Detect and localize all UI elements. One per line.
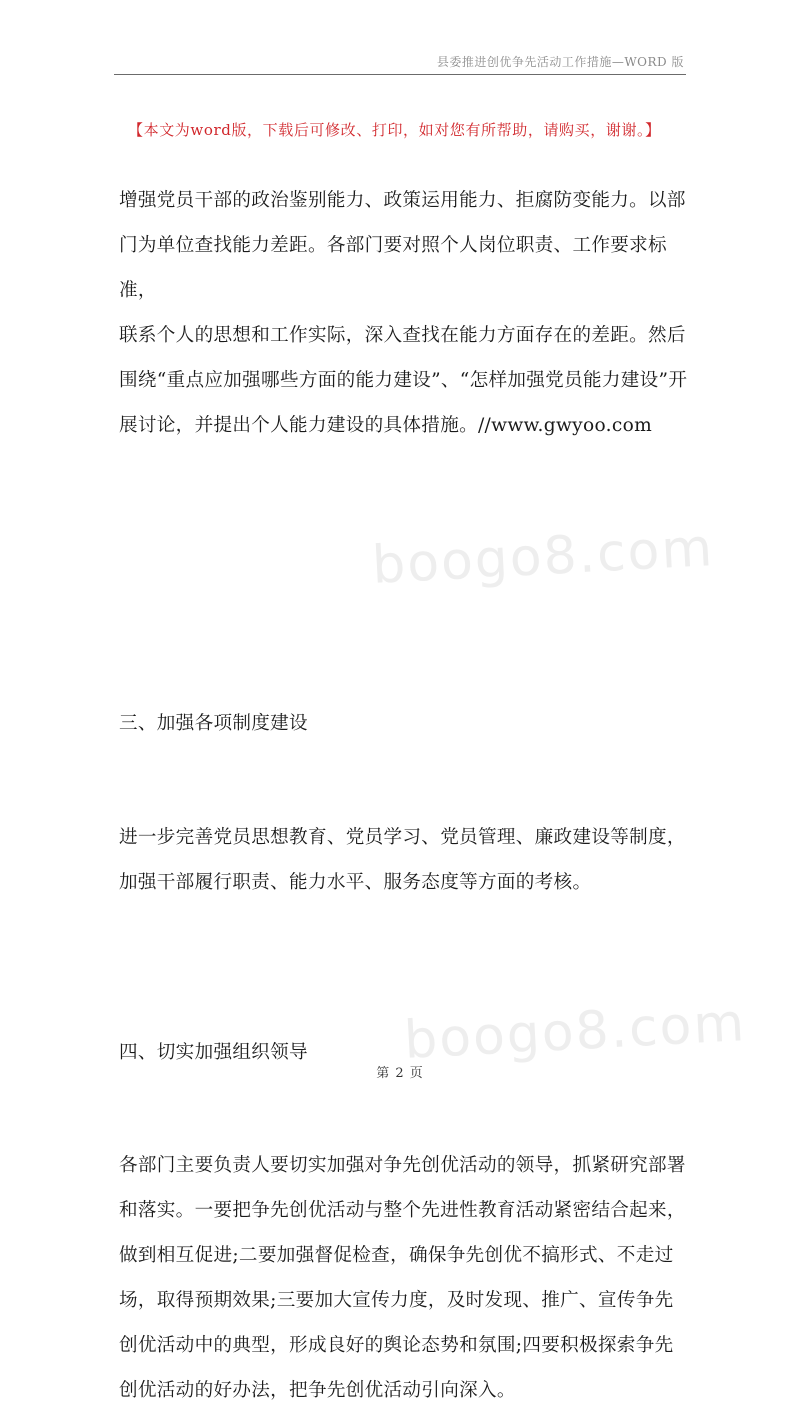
intro-line: 展讨论，并提出个人能力建设的具体措施。//www.gwyoo.com [119,415,652,436]
header-divider [114,74,686,75]
section-4-line: 创优活动的好办法，把争先创优活动引向深入。 [119,1380,516,1401]
running-header-title: 县委推进创优争先活动工作措施—WORD 版 [436,55,684,69]
page-number: 第 2 页 [376,1066,424,1081]
section-heading-4: 四、切实加强组织领导 [119,1042,308,1063]
intro-line: 联系个人的思想和工作实际，深入查找在能力方面存在的差距。然后 [119,325,686,346]
intro-line: 门为单位查找能力差距。各部门要对照个人岗位职责、工作要求标准， [119,235,667,301]
section-4-line: 做到相互促进;二要加强督促检查，确保争先创优不搞形式、不走过 [119,1245,674,1266]
section-3-line: 进一步完善党员思想教育、党员学习、党员管理、廉政建设等制度， [119,827,686,848]
intro-line: 增强党员干部的政治鉴别能力、政策运用能力、拒腐防变能力。以部 [119,190,686,211]
section-4-paragraph [119,1143,694,1413]
intro-paragraph [119,178,694,448]
section-4-line: 创优活动中的典型，形成良好的舆论态势和氛围;四要积极探索争先 [119,1335,674,1356]
section-4-line: 和落实。一要把争先创优活动与整个先进性教育活动紧密结合起来， [119,1200,686,1221]
section-4-line: 场，取得预期效果;三要加大宣传力度，及时发现、推广、宣传争先 [119,1290,674,1311]
section-heading-3: 三、加强各项制度建设 [119,713,308,734]
purchase-notice: 【本文为word版，下载后可修改、打印，如对您有所帮助，请购买，谢谢。】 [128,121,661,139]
section-3-line: 加强干部履行职责、能力水平、服务态度等方面的考核。 [119,872,592,893]
watermark-1: boogo8.com [370,518,716,596]
section-3-paragraph [119,815,694,905]
intro-line: 围绕“重点应加强哪些方面的能力建设”、“怎样加强党员能力建设”开 [119,370,688,391]
section-4-line: 各部门主要负责人要切实加强对争先创优活动的领导，抓紧研究部署 [119,1155,686,1176]
watermark-2: boogo8.com [402,993,748,1071]
